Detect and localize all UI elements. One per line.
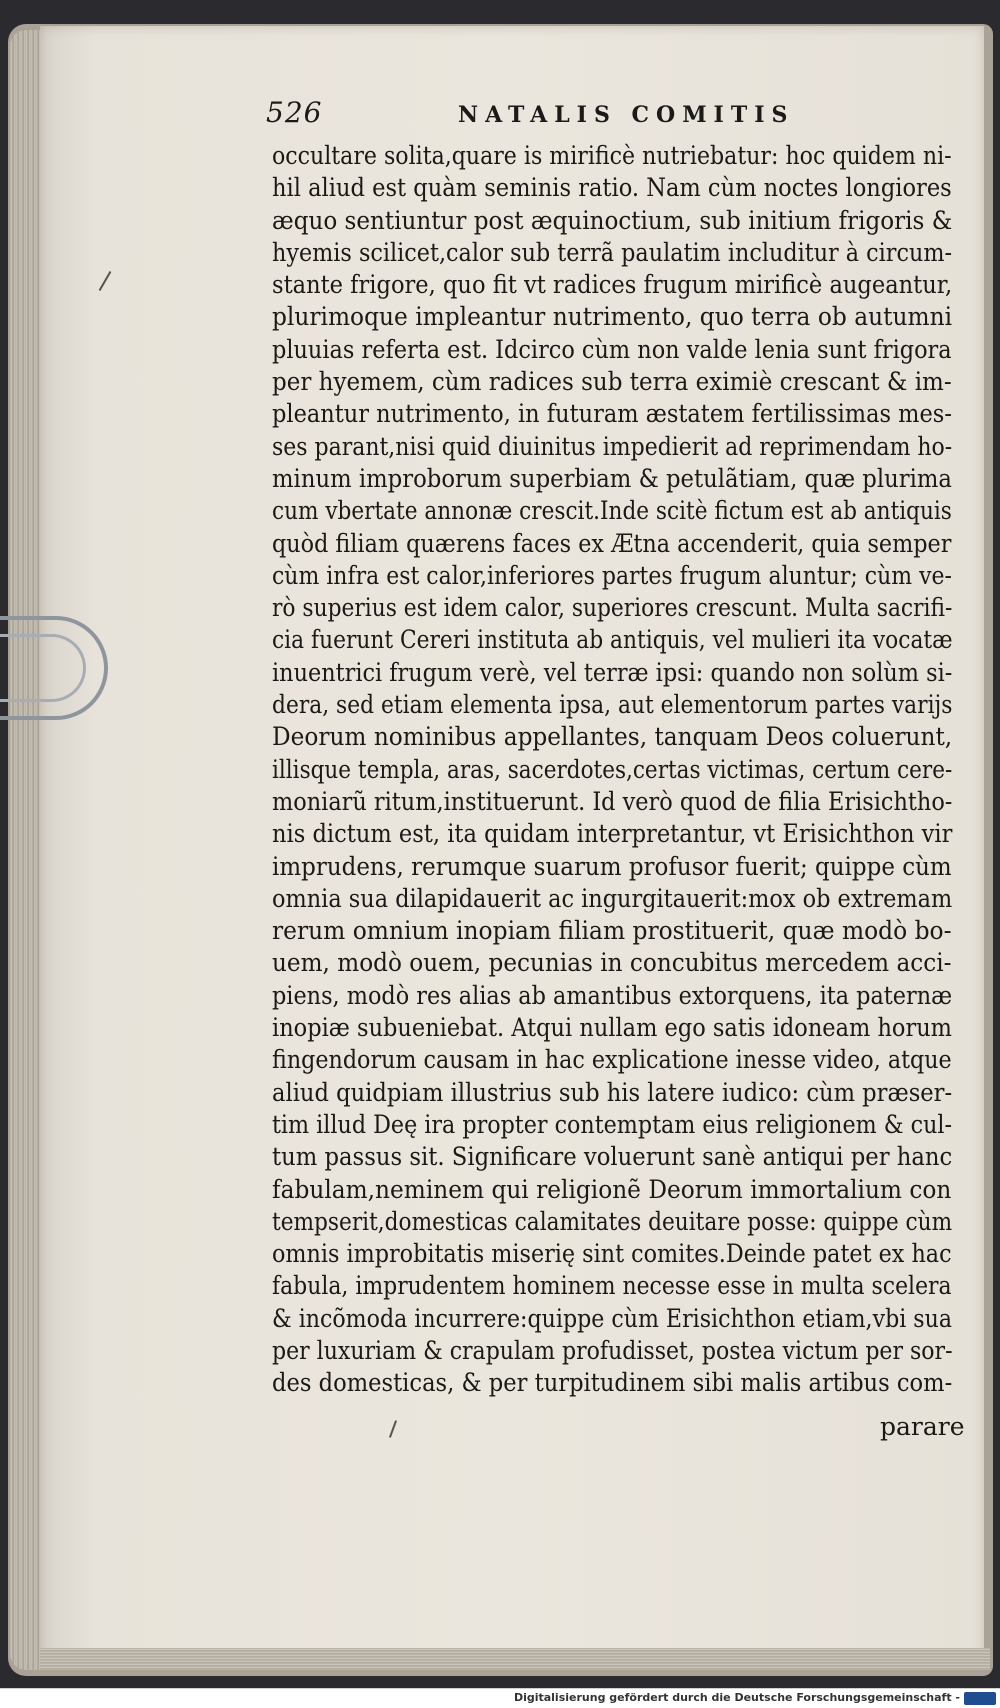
- text-line: rerum omnium inopiam filiam prostituerit, quæ modò bo-: [272, 916, 952, 946]
- text-line: aliud quidpiam illustrius sub his latere iudico: cùm præser-: [272, 1077, 953, 1107]
- footer-credit: Digitalisierung gefördert durch die Deutsche Forschungsgemeinschaft -: [513, 1691, 960, 1704]
- text-line: inuentrici frugum verè, vel terræ ipsi: quando non solùm si-: [272, 657, 953, 687]
- text-line: tempserit,domesticas calamitates deuitare posse: quippe cùm: [272, 1206, 953, 1236]
- page-header: [266, 96, 966, 136]
- text-line: inopiæ subueniebat. Atqui nullam ego satis idoneam horum: [272, 1013, 952, 1043]
- text-line: stante frigore, quo fit vt radices frugum mirificè augeantur,: [272, 270, 953, 300]
- text-line: & incõmoda incurrere:quippe cùm Erisichthon etiam,vbi sua: [272, 1303, 953, 1333]
- text-line: minum improborum superbiam & petulãtiam, quæ plurima: [272, 463, 952, 493]
- text-line: moniarũ ritum,instituerunt. Id verò quod de filia Erisichtho-: [272, 786, 953, 816]
- text-line: cia fuerunt Cereri instituta ab antiquis, vel mulieri ita vocatæ: [272, 625, 953, 655]
- text-line: dera, sed etiam elementa ipsa, aut elementorum partes varijs: [272, 690, 953, 720]
- text-line: des domesticas, & per turpitudinem sibi malis artibus com-: [272, 1368, 953, 1398]
- text-line: occultare solita,quare is mirificè nutriebatur: hoc quidem ni-: [272, 141, 952, 170]
- text-line: per hyemem, cùm radices sub terra eximiè crescant & im-: [272, 367, 952, 397]
- text-line: hyemis scilicet,calor sub terrã paulatim includitur à circum-: [272, 237, 953, 267]
- text-line: fingendorum causam in hac explicatione inesse video, atque: [272, 1045, 952, 1075]
- text-line: æquo sentiuntur post æquinoctium, sub initium frigoris &: [272, 205, 953, 235]
- text-line: uem, modò ouem, pecunias in concubitus mercedem acci-: [272, 948, 952, 978]
- text-line: fabulam,neminem qui religionẽ Deorum immortalium con: [272, 1174, 952, 1204]
- text-line: omnis improbitatis miserię sint comites.Deinde patet ex hac: [272, 1239, 952, 1269]
- text-line: nis dictum est, ita quidam interpretantur, vt Erisichthon vir: [272, 819, 953, 849]
- text-line: piens, modò res alias ab amantibus extorquens, ita paternæ: [272, 980, 953, 1010]
- text-line: tim illud Deę ira propter contemptam eius religionem & cul-: [272, 1109, 953, 1139]
- text-line: quòd filiam quærens faces ex Ætna accenderit, quia semper: [272, 528, 952, 558]
- page-bottom-edges: [40, 1648, 990, 1670]
- text-line: per luxuriam & crapulam profudisset, postea victum per sor-: [272, 1335, 953, 1365]
- digitization-footer: [0, 1688, 1000, 1708]
- text-line: Deorum nominibus appellantes, tanquam Deos coluerunt,: [272, 722, 953, 752]
- page-number: 526: [266, 96, 323, 129]
- text-line: pleantur nutrimento, in futuram æstatem fertilissimas mes-: [272, 399, 952, 429]
- running-head: NATALIS COMITIS: [458, 102, 795, 128]
- text-line: pluuias referta est. Idcirco cùm non valde lenia sunt frigora: [272, 334, 952, 364]
- text-line: cum vbertate annonæ crescit.Inde scitè fictum est ab antiquis: [272, 496, 952, 526]
- text-line: plurimoque impleantur nutrimento, quo terra ob autumni: [272, 302, 953, 332]
- text-line: illisque templa, aras, sacerdotes,certas victimas, certum cere-: [272, 754, 953, 784]
- dfg-logo-icon: [964, 1692, 996, 1705]
- text-line: fabula, imprudentem hominem necesse esse in multa scelera: [272, 1271, 952, 1301]
- text-line: cùm infra est calor,inferiores partes frugum aluntur; cùm ve-: [272, 560, 952, 590]
- text-line: rò superius est idem calor, superiores crescunt. Multa sacrifi-: [272, 593, 953, 623]
- body-text: [272, 140, 952, 1400]
- page-clip-inner-icon: [0, 634, 86, 702]
- catchword: parare: [880, 1412, 965, 1441]
- text-line: ses parant,nisi quid diuinitus impedierit ad reprimendam ho-: [272, 431, 953, 461]
- text-line: tum passus sit. Significare voluerunt sanè antiqui per hanc: [272, 1142, 953, 1172]
- text-line: hil aliud est quàm seminis ratio. Nam cùm noctes longiores: [272, 173, 952, 203]
- text-line: omnia sua dilapidauerit ac ingurgitauerit:mox ob extremam: [272, 883, 953, 913]
- text-line: imprudens, rerumque suarum profusor fuerit; quippe cùm: [272, 851, 952, 881]
